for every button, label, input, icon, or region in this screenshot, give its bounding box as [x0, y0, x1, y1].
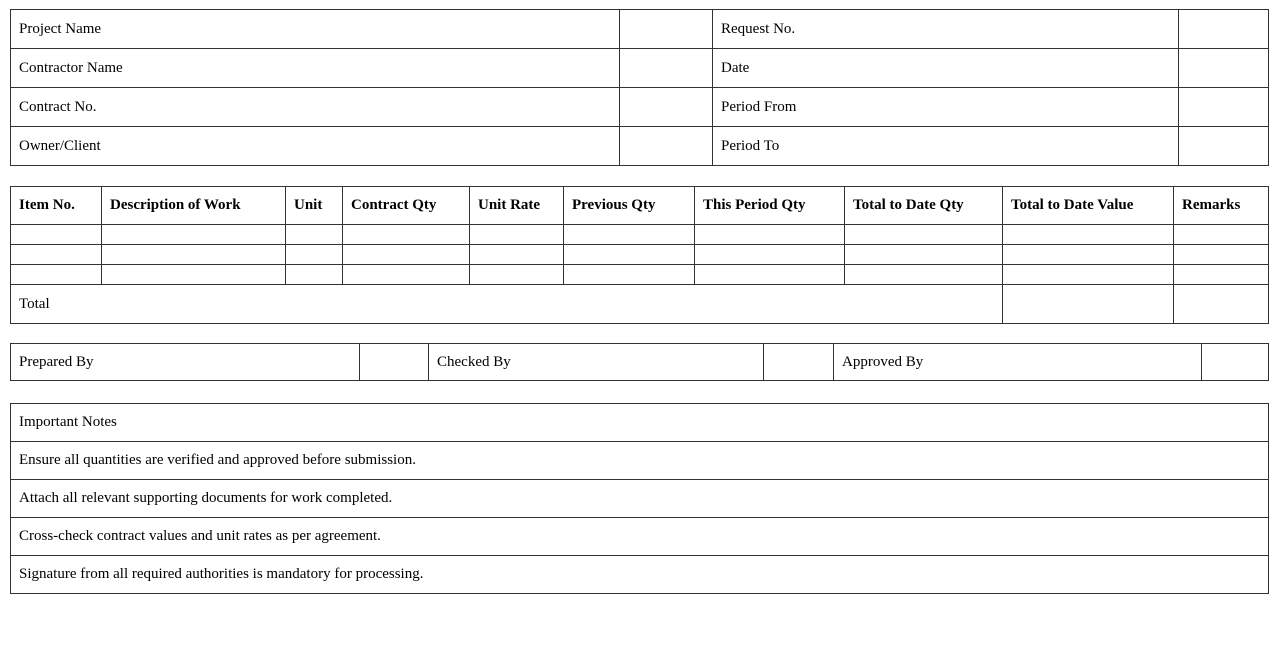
owner-client-label: Owner/Client [11, 127, 620, 166]
item-cell [286, 265, 343, 285]
date-value-cell [1179, 49, 1269, 88]
item-cell [1174, 265, 1269, 285]
item-cell [102, 265, 286, 285]
period-from-label: Period From [713, 88, 1179, 127]
important-notes-table [10, 403, 1269, 594]
item-cell [470, 265, 564, 285]
item-cell [845, 245, 1003, 265]
col-header-this-period-qty: This Period Qty [695, 187, 845, 225]
item-cell [102, 245, 286, 265]
work-items-table [10, 186, 1269, 324]
table-row [11, 127, 1269, 166]
table-row [11, 245, 1269, 265]
checked-by-label: Checked By [429, 344, 764, 381]
item-cell [286, 245, 343, 265]
item-cell [564, 225, 695, 245]
item-cell [343, 265, 470, 285]
item-cell [845, 265, 1003, 285]
request-no-label: Request No. [713, 10, 1179, 49]
request-no-value-cell [1179, 10, 1269, 49]
note-item: Cross-check contract values and unit rates as per agreement. [11, 518, 1269, 556]
total-row [11, 285, 1269, 324]
project-name-label: Project Name [11, 10, 620, 49]
item-cell [845, 225, 1003, 245]
item-cell [695, 225, 845, 245]
col-header-contract-qty: Contract Qty [343, 187, 470, 225]
checked-by-value-cell [764, 344, 834, 381]
total-to-date-value-cell [1003, 285, 1174, 324]
total-label: Total [11, 285, 1003, 324]
table-row [11, 265, 1269, 285]
note-item: Signature from all required authorities is mandatory for processing. [11, 556, 1269, 594]
item-cell [695, 265, 845, 285]
item-cell [470, 245, 564, 265]
table-row [11, 49, 1269, 88]
contractor-name-label: Contractor Name [11, 49, 620, 88]
item-cell [1003, 245, 1174, 265]
col-header-total-to-date-value: Total to Date Value [1003, 187, 1174, 225]
item-cell [1174, 245, 1269, 265]
col-header-total-to-date-qty: Total to Date Qty [845, 187, 1003, 225]
approved-by-label: Approved By [834, 344, 1202, 381]
item-cell [1003, 225, 1174, 245]
period-from-value-cell [1179, 88, 1269, 127]
table-row [11, 344, 1269, 381]
total-remarks-cell [1174, 285, 1269, 324]
approved-by-value-cell [1202, 344, 1269, 381]
contract-no-label: Contract No. [11, 88, 620, 127]
signature-table [10, 343, 1269, 381]
contract-no-value-cell [620, 88, 713, 127]
prepared-by-label: Prepared By [11, 344, 360, 381]
prepared-by-value-cell [360, 344, 429, 381]
table-row [11, 518, 1269, 556]
contractor-name-value-cell [620, 49, 713, 88]
item-cell [1003, 265, 1174, 285]
item-cell [286, 225, 343, 245]
project-info-table [10, 9, 1269, 166]
important-notes-title: Important Notes [11, 404, 1269, 442]
period-to-label: Period To [713, 127, 1179, 166]
table-row [11, 442, 1269, 480]
project-name-value-cell [620, 10, 713, 49]
table-row [11, 404, 1269, 442]
item-cell [343, 225, 470, 245]
item-cell [11, 265, 102, 285]
col-header-unit-rate: Unit Rate [470, 187, 564, 225]
item-cell [343, 245, 470, 265]
table-row [11, 225, 1269, 245]
col-header-unit: Unit [286, 187, 343, 225]
period-to-value-cell [1179, 127, 1269, 166]
item-cell [695, 245, 845, 265]
table-header-row [11, 187, 1269, 225]
col-header-previous-qty: Previous Qty [564, 187, 695, 225]
col-header-item-no: Item No. [11, 187, 102, 225]
item-cell [470, 225, 564, 245]
item-cell [1174, 225, 1269, 245]
item-cell [11, 225, 102, 245]
item-cell [102, 225, 286, 245]
col-header-remarks: Remarks [1174, 187, 1269, 225]
item-cell [11, 245, 102, 265]
table-row [11, 88, 1269, 127]
item-cell [564, 245, 695, 265]
table-row [11, 10, 1269, 49]
table-row [11, 556, 1269, 594]
note-item: Ensure all quantities are verified and approved before submission. [11, 442, 1269, 480]
table-row [11, 480, 1269, 518]
item-cell [564, 265, 695, 285]
note-item: Attach all relevant supporting documents for work completed. [11, 480, 1269, 518]
date-label: Date [713, 49, 1179, 88]
owner-client-value-cell [620, 127, 713, 166]
col-header-description-of-work: Description of Work [102, 187, 286, 225]
